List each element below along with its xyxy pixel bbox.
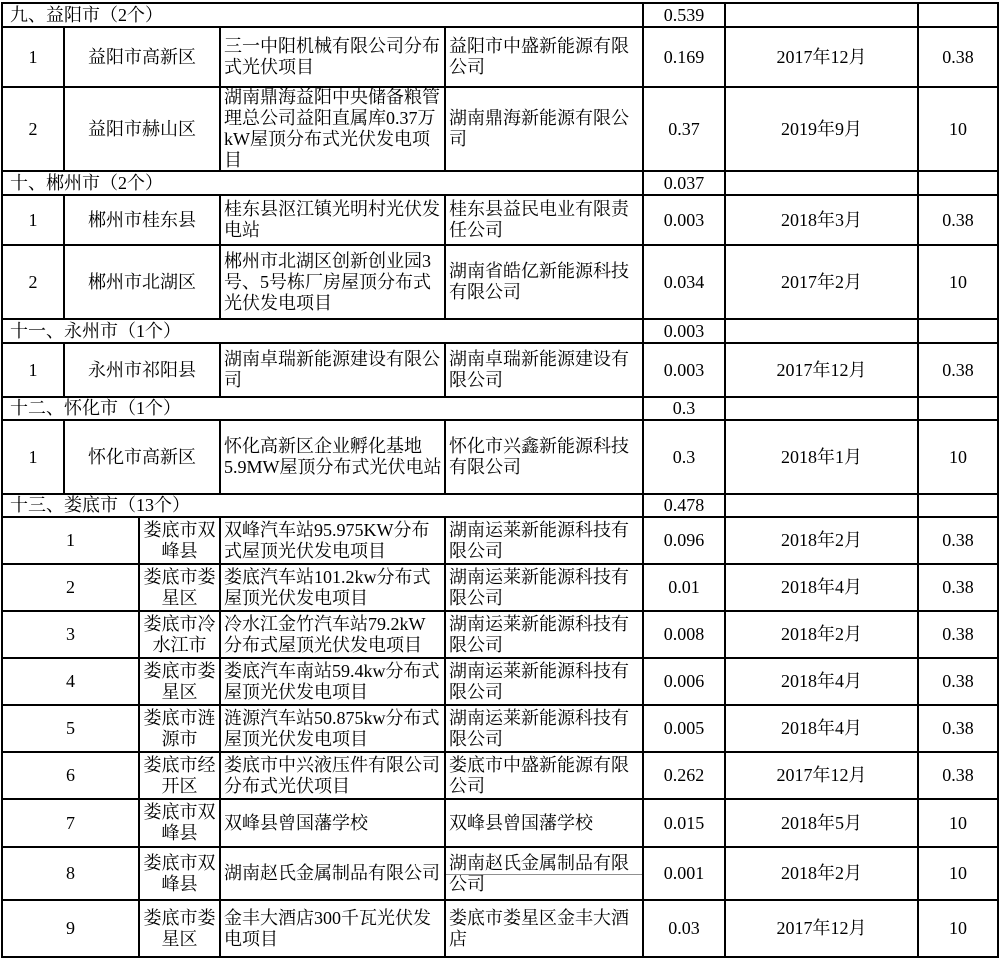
project-name-cell: 双峰县曾国藩学校: [221, 800, 446, 848]
grid-date-cell: 2018年4月: [726, 565, 919, 612]
company-cell: 娄底市中盛新能源有限公司: [446, 753, 644, 800]
section-empty-month-cell: [726, 172, 919, 196]
section-header-row: [3, 172, 999, 196]
district-cell: 益阳市赫山区: [65, 88, 221, 172]
company-cell: 湖南运莱新能源科技有限公司: [446, 518, 644, 565]
row-number-cell: 2: [3, 246, 65, 320]
grid-date-cell: 2019年9月: [726, 88, 919, 172]
grid-date-cell: 2018年3月: [726, 196, 919, 246]
capacity-cell: 0.096: [644, 518, 726, 565]
project-name-cell: 怀化高新区企业孵化基地5.9MW屋顶分布式光伏电站: [221, 421, 446, 495]
project-name-cell: 湖南卓瑞新能源建设有限公司: [221, 344, 446, 398]
project-name-cell: 金丰大酒店300千瓦光伏发电项目: [221, 901, 446, 958]
company-cell: 娄底市娄星区金丰大酒店: [446, 901, 644, 958]
grid-date-cell: 2018年2月: [726, 518, 919, 565]
table-row: [3, 246, 999, 320]
row-number-cell: 1: [3, 28, 65, 88]
grid-date-cell: 2017年12月: [726, 28, 919, 88]
section-total-capacity-cell: 0.3: [644, 398, 726, 421]
section-empty-price-cell: [919, 320, 999, 344]
company-cell: 湖南赵氏金属制品有限公司: [446, 848, 644, 901]
price-cell: 10: [919, 421, 999, 495]
row-number-cell: 2: [3, 565, 140, 612]
section-empty-month-cell: [726, 495, 919, 518]
table-row: [3, 659, 999, 706]
section-empty-price-cell: [919, 172, 999, 196]
district-cell: 娄底市娄星区: [140, 901, 221, 958]
district-cell: 永州市祁阳县: [65, 344, 221, 398]
section-empty-price-cell: [919, 495, 999, 518]
section-total-capacity-cell: 0.539: [644, 4, 726, 28]
district-cell: 娄底市娄星区: [140, 565, 221, 612]
grid-date-cell: 2018年2月: [726, 612, 919, 659]
section-header-row: [3, 398, 999, 421]
table-row: [3, 901, 999, 958]
row-number-cell: 8: [3, 848, 140, 901]
price-cell: 10: [919, 246, 999, 320]
company-cell: 湖南鼎海新能源有限公司: [446, 88, 644, 172]
project-name-cell: 湖南鼎海益阳中央储备粮管理总公司益阳直属库0.37万kW屋顶分布式光伏发电项目: [221, 88, 446, 172]
section-title-cell: 十一、永州市（1个）: [3, 320, 644, 344]
section-title-cell: 十、郴州市（2个）: [3, 172, 644, 196]
project-name-cell: 娄底市中兴液压件有限公司分布式光伏项目: [221, 753, 446, 800]
capacity-cell: 0.01: [644, 565, 726, 612]
table-row: [3, 753, 999, 800]
section-title-cell: 十二、怀化市（1个）: [3, 398, 644, 421]
project-name-cell: 娄底汽车南站59.4kw分布式屋顶光伏发电项目: [221, 659, 446, 706]
company-cell: 湖南运莱新能源科技有限公司: [446, 565, 644, 612]
grid-date-cell: 2018年2月: [726, 848, 919, 901]
row-number-cell: 1: [3, 518, 140, 565]
company-cell: 湖南运莱新能源科技有限公司: [446, 612, 644, 659]
section-title-cell: 九、益阳市（2个）: [3, 4, 644, 28]
table-row: [3, 706, 999, 753]
table-row: [3, 565, 999, 612]
row-number-cell: 7: [3, 800, 140, 848]
row-number-cell: 4: [3, 659, 140, 706]
project-name-cell: 双峰汽车站95.975KW分布式屋顶光伏发电项目: [221, 518, 446, 565]
table-row: [3, 28, 999, 88]
grid-date-cell: 2018年4月: [726, 706, 919, 753]
company-cell: 双峰县曾国藩学校: [446, 800, 644, 848]
table-row: [3, 612, 999, 659]
price-cell: 10: [919, 901, 999, 958]
section-header-row: [3, 495, 999, 518]
capacity-cell: 0.015: [644, 800, 726, 848]
section-empty-month-cell: [726, 4, 919, 28]
grid-date-cell: 2018年5月: [726, 800, 919, 848]
grid-date-cell: 2018年4月: [726, 659, 919, 706]
project-name-cell: 娄底汽车站101.2kw分布式屋顶光伏发电项目: [221, 565, 446, 612]
price-cell: 0.38: [919, 344, 999, 398]
row-number-cell: 5: [3, 706, 140, 753]
price-cell: 0.38: [919, 518, 999, 565]
district-cell: 郴州市北湖区: [65, 246, 221, 320]
table-row: [3, 518, 999, 565]
company-cell: 湖南运莱新能源科技有限公司: [446, 706, 644, 753]
capacity-cell: 0.008: [644, 612, 726, 659]
row-number-cell: 1: [3, 344, 65, 398]
row-number-cell: 2: [3, 88, 65, 172]
project-name-cell: 郴州市北湖区创新创业园3号、5号栋厂房屋顶分布式光伏发电项目: [221, 246, 446, 320]
section-header-row: [3, 4, 999, 28]
row-number-cell: 9: [3, 901, 140, 958]
capacity-cell: 0.262: [644, 753, 726, 800]
row-number-cell: 6: [3, 753, 140, 800]
table-row: [3, 421, 999, 495]
price-cell: 10: [919, 848, 999, 901]
company-cell: 湖南省皓亿新能源科技有限公司: [446, 246, 644, 320]
price-cell: 0.38: [919, 612, 999, 659]
company-cell: 益阳市中盛新能源有限公司: [446, 28, 644, 88]
company-cell: 湖南卓瑞新能源建设有限公司: [446, 344, 644, 398]
section-empty-month-cell: [726, 320, 919, 344]
section-title-cell: 十三、娄底市（13个）: [3, 495, 644, 518]
capacity-cell: 0.37: [644, 88, 726, 172]
row-number-cell: 1: [3, 421, 65, 495]
district-cell: 娄底市娄星区: [140, 659, 221, 706]
project-name-cell: 三一中阳机械有限公司分布式光伏项目: [221, 28, 446, 88]
capacity-cell: 0.005: [644, 706, 726, 753]
table-row: [3, 848, 999, 901]
grid-date-cell: 2017年12月: [726, 344, 919, 398]
section-empty-month-cell: [726, 398, 919, 421]
district-cell: 娄底市涟源市: [140, 706, 221, 753]
section-total-capacity-cell: 0.003: [644, 320, 726, 344]
capacity-cell: 0.034: [644, 246, 726, 320]
price-cell: 10: [919, 88, 999, 172]
row-number-cell: 3: [3, 612, 140, 659]
district-cell: 郴州市桂东县: [65, 196, 221, 246]
project-name-cell: 涟源汽车站50.875kw分布式屋顶光伏发电项目: [221, 706, 446, 753]
capacity-cell: 0.03: [644, 901, 726, 958]
pv-projects-table: [1, 2, 999, 958]
table-row: [3, 800, 999, 848]
grid-date-cell: 2017年12月: [726, 753, 919, 800]
district-cell: 娄底市冷水江市: [140, 612, 221, 659]
grid-date-cell: 2017年2月: [726, 246, 919, 320]
section-total-capacity-cell: 0.037: [644, 172, 726, 196]
company-cell: 桂东县益民电业有限责任公司: [446, 196, 644, 246]
table-row: [3, 344, 999, 398]
company-cell: 怀化市兴鑫新能源科技有限公司: [446, 421, 644, 495]
price-cell: 0.38: [919, 659, 999, 706]
district-cell: 娄底市经开区: [140, 753, 221, 800]
grid-date-cell: 2018年1月: [726, 421, 919, 495]
section-empty-price-cell: [919, 398, 999, 421]
district-cell: 娄底市双峰县: [140, 800, 221, 848]
project-name-cell: 湖南赵氏金属制品有限公司: [221, 848, 446, 901]
price-cell: 10: [919, 800, 999, 848]
price-cell: 0.38: [919, 753, 999, 800]
price-cell: 0.38: [919, 565, 999, 612]
district-cell: 娄底市双峰县: [140, 848, 221, 901]
project-name-cell: 冷水江金竹汽车站79.2kW分布式屋顶光伏发电项目: [221, 612, 446, 659]
capacity-cell: 0.001: [644, 848, 726, 901]
capacity-cell: 0.003: [644, 344, 726, 398]
table-row: [3, 88, 999, 172]
project-name-cell: 桂东县沤江镇光明村光伏发电站: [221, 196, 446, 246]
price-cell: 0.38: [919, 196, 999, 246]
capacity-cell: 0.169: [644, 28, 726, 88]
section-empty-price-cell: [919, 4, 999, 28]
table-row: [3, 196, 999, 246]
section-header-row: [3, 320, 999, 344]
capacity-cell: 0.006: [644, 659, 726, 706]
capacity-cell: 0.3: [644, 421, 726, 495]
district-cell: 益阳市高新区: [65, 28, 221, 88]
company-cell: 湖南运莱新能源科技有限公司: [446, 659, 644, 706]
district-cell: 怀化市高新区: [65, 421, 221, 495]
row-number-cell: 1: [3, 196, 65, 246]
price-cell: 0.38: [919, 706, 999, 753]
section-total-capacity-cell: 0.478: [644, 495, 726, 518]
grid-date-cell: 2017年12月: [726, 901, 919, 958]
price-cell: 0.38: [919, 28, 999, 88]
district-cell: 娄底市双峰县: [140, 518, 221, 565]
capacity-cell: 0.003: [644, 196, 726, 246]
